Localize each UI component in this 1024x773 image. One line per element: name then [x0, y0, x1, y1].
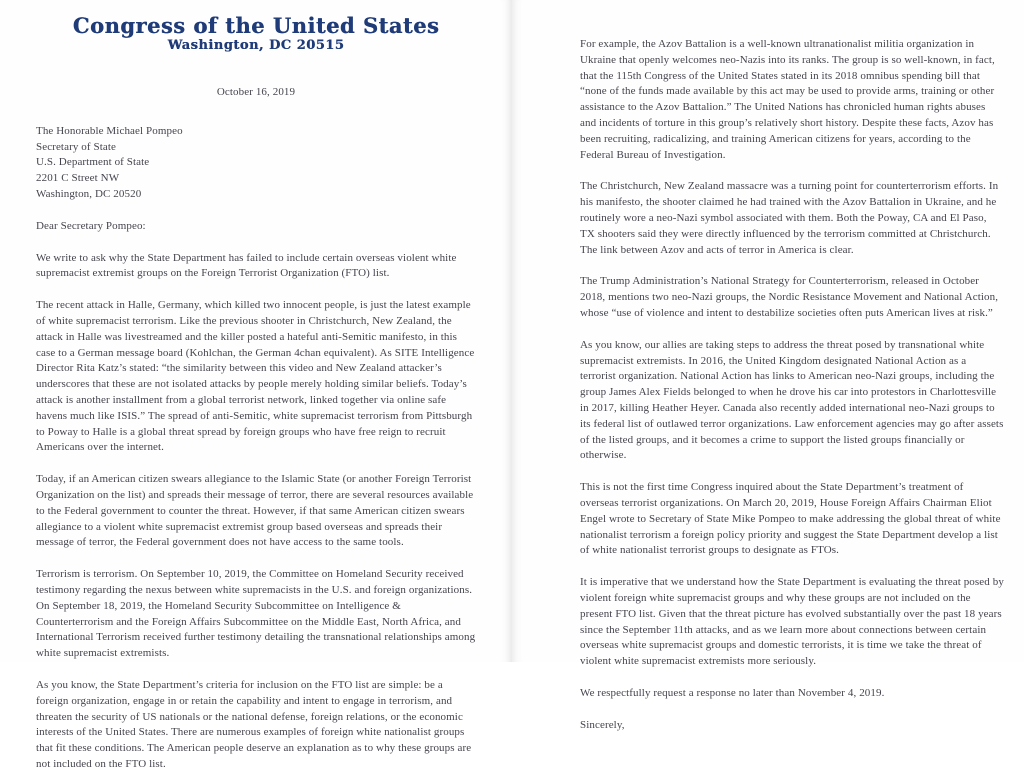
letter-paragraph: This is not the first time Congress inquired about the State Department’s treatment of overseas terrorist organizations. On March 20, 2019, House Foreign Affairs Chairman Eliot Engel wrote to Secretary of State Mike Pompeo to make addressing the global threat of white nationalist terrorism a foreign policy priority and suggest the State Department develop a list of white nationalist terrorist groups to designate as FTOs. [580, 481, 1001, 557]
closing-request: We respectfully request a response no later than November 4, 2019. [580, 686, 885, 699]
letter-paragraph: The Trump Administration’s National Strategy for Counterterrorism, released in October 2018, mentions two neo-Nazi groups, the Nordic Resistance Movement and National Action, whose “use of violence and intent to destabilize societies often puts American lives at risk.” [580, 275, 999, 319]
letter-paragraph: Terrorism is terrorism. On September 10, 2019, the Committee on Homeland Security received testimony regarding the nexus between white supremacists in the U.S. and foreign organizations. On September 18, 2019, the Homeland Security Subcommittee on Intelligence & Counterterrorism and the Foreign Affairs Subcommittee on the Middle East, North Africa, and International Terrorism received further testimony detailing the transnational relationships among white supremacist extremists. [36, 568, 476, 660]
letter-page-2 [512, 0, 1024, 731]
signoff: Sincerely, [580, 718, 625, 731]
recipient-org: U.S. Department of State [36, 156, 150, 169]
letter-paragraph: As you know, our allies are taking steps to address the threat posed by transnational white supremacist extremists. In 2016, the United Kingdom designated National Action as a terrorist organization. National Action has links to American neo-Nazi groups, including the group James Alex Fields belonged to when he drove his car into protestors in Charlottesville in 2017, killing Heather Heyer. Canada also recently added international neo-Nazi groups to its federal list of outlawed terror organizations. Law enforcement agencies may go after assets of the listed groups, and it becomes a crime to support the listed groups financially or otherwise. [580, 338, 1004, 462]
recipient-street: 2201 C Street NW [36, 172, 120, 185]
letter-paragraph: For example, the Azov Battalion is a well-known ultranationalist militia organization in Ukraine that openly welcomes neo-Nazis into its ranks. The group is so well-known, in fact, that the 115th Congress of the United States stated in its 2018 omnibus spending bill that “none of the funds made available by this act may be used to provide arms, training or other assistance to the Azov Battalion.” The United Nations has chronicled human rights abuses and incidents of torture in this group’s relatively short history. Despite these facts, Azov has been recruiting, radicalizing, and training American citizens for years, according to the Federal Bureau of Investigation. [580, 38, 995, 161]
letter-paragraph: It is imperative that we understand how the State Department is evaluating the threat posed by violent foreign white supremacist groups and why these groups are not included on the present FTO list. Given that the threat picture has evolved substantially over the past 18 years since the September 11th attacks, and as we learn more about connections between certain overseas white supremacist groups and domestic terrorists, it is time we take the threat of violent white supremacist extremists more seriously. [580, 576, 1004, 668]
letter-paragraph: We write to ask why the State Department has failed to include certain overseas violent white supremacist extremist groups on the Foreign Terrorist Organization (FTO) list. [36, 251, 457, 280]
letter-paragraph: The recent attack in Halle, Germany, which killed two innocent people, is just the latest example of white supremacist terrorism. Like the previous shooter in Christchurch, New Zealand, the attack in Halle was livestreamed and the killer posted a hateful anti-Semitic manifesto, in this case to a German message board (Kohlchan, the German 4chan equivalent). As SITE Intelligence Director Rita Katz’s stated: “the similarity between this video and New Zealand attacker’s underscores that these are not isolated attacks by people merely holding similar beliefs. Today’s attack is another installment from a global terrorist network, linked together via online safe havens much like ISIS.” The spread of anti-Semitic, white supremacist terrorism from Pittsburgh to Poway to Halle is a global threat spread by foreign groups who have free reign to recruit Americans over the internet. [36, 299, 475, 454]
letter-paragraph: As you know, the State Department’s criteria for inclusion on the FTO list are simple: be a foreign organization, engage in or retain the capability and intent to engage in terrorism, and threaten the security of US nationals or the national defense, foreign relations, or the economic interests of the United States. There are numerous examples of foreign white nationalist groups that fit these conditions. The American people deserve an explanation as to why these groups are not included on the FTO list. [36, 678, 472, 770]
letterhead-subtitle: Washington, DC 20515 [167, 38, 345, 53]
recipient-city: Washington, DC 20520 [36, 187, 142, 200]
letterhead-title: Congress of the United States [72, 13, 440, 38]
salutation: Dear Secretary Pompeo: [36, 219, 146, 232]
letter-paragraph: Today, if an American citizen swears allegiance to the Islamic State (or another Foreign Terrorist Organization on the list) and spreads their message of terror, there are several resources available to the Federal government to counter the threat. However, if that same American citizen swears allegiance to a violent white supremacist extremist group based overseas and spreads their message of terror, the Federal government does not have access to the same tools. [36, 473, 474, 549]
recipient-title: Secretary of State [36, 140, 116, 153]
letter-paragraph: The Christchurch, New Zealand massacre was a turning point for counterterrorism efforts. In his manifesto, the shooter claimed he had trained with the Azov Battalion in Ukraine, and he routinely wore a neo-Nazi symbol associated with them. Both the Poway, CA and El Paso, TX shooters said they were directly influenced by the terrorism committed at Christchurch. The link between Azov and acts of terror in America is clear. [580, 180, 999, 256]
letter-date: October 16, 2019 [216, 86, 296, 98]
recipient-name: The Honorable Michael Pompeo [36, 124, 183, 137]
letter-page-1 [0, 0, 512, 770]
recipient-address [36, 124, 476, 203]
letterhead [36, 14, 476, 54]
